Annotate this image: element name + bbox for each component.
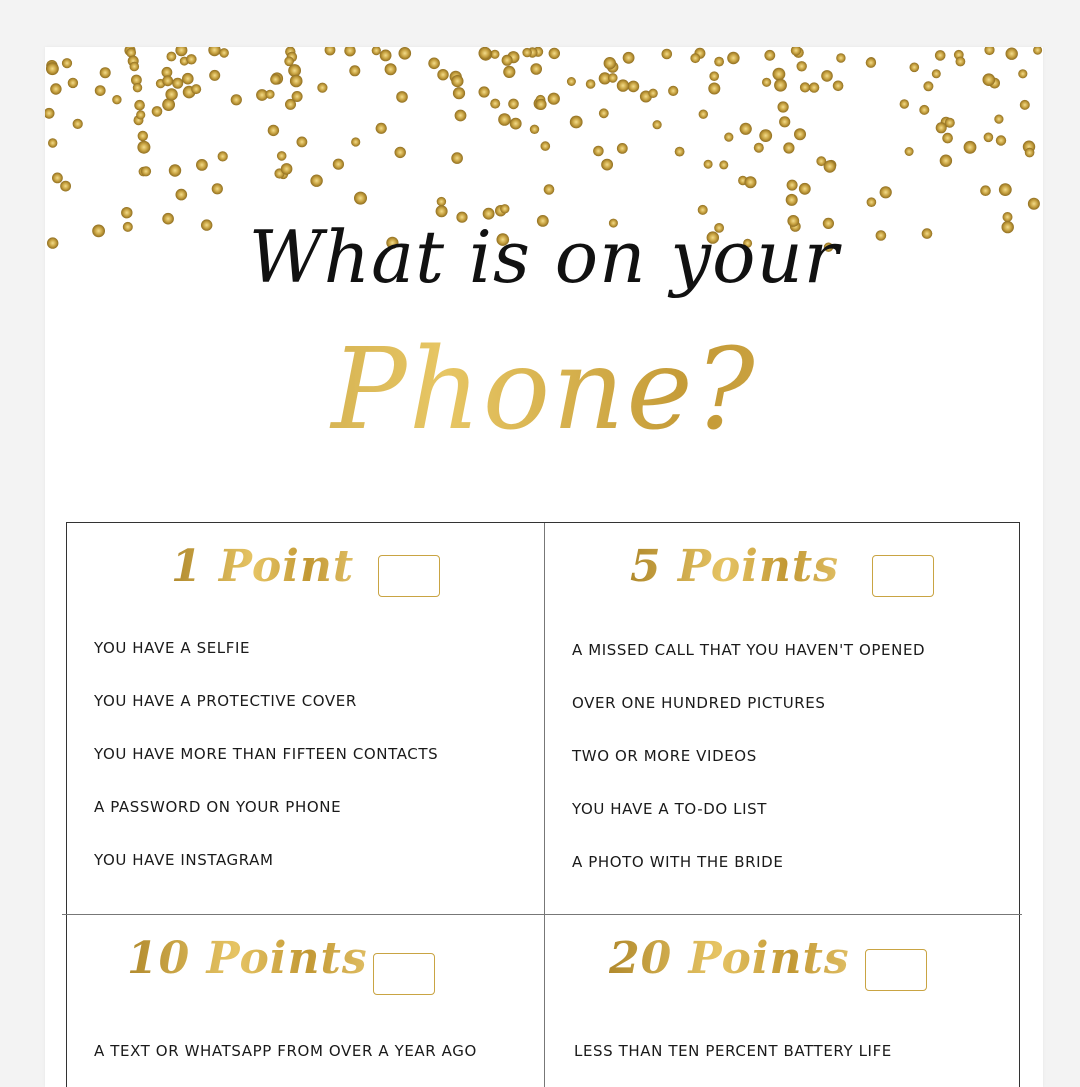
confetti-dot (437, 197, 446, 206)
confetti-dot (1020, 100, 1030, 110)
confetti-dot (787, 180, 798, 191)
confetti-dot (130, 62, 140, 72)
confetti-dot (719, 160, 728, 169)
confetti-dot (809, 82, 819, 92)
confetti-dot (690, 53, 700, 63)
confetti-dot (567, 77, 576, 86)
confetti-dot (984, 47, 994, 55)
section-points-label: 10 Points (127, 933, 368, 984)
confetti-dot (936, 122, 947, 133)
confetti-dot (984, 133, 994, 143)
confetti-dot (880, 186, 892, 198)
confetti-dot (265, 90, 274, 99)
title-line-1: What is on your (248, 215, 840, 299)
confetti-dot (910, 63, 920, 73)
confetti-dot (73, 119, 83, 129)
confetti-dot (778, 101, 789, 112)
confetti-dot (759, 129, 772, 142)
confetti-dot (133, 83, 142, 92)
confetti-dot (167, 52, 177, 62)
confetti-dot (675, 147, 685, 157)
confetti-dot (662, 49, 673, 60)
confetti-dot (923, 81, 933, 91)
confetti-dot (46, 62, 59, 75)
section-points-label: 20 Points (609, 933, 850, 984)
confetti-dot (325, 47, 336, 55)
confetti-dot (964, 141, 977, 154)
confetti-dot (500, 204, 509, 213)
confetti-dot (604, 57, 616, 69)
confetti-dot (284, 57, 294, 67)
confetti-dot (175, 47, 187, 56)
confetti-dot (112, 95, 121, 104)
points-grid (66, 522, 1020, 1087)
criteria-item: A TEXT OR WHATSAPP FROM OVER A YEAR AGO (94, 1042, 477, 1060)
confetti-dot (900, 99, 909, 108)
score-checkbox[interactable] (378, 555, 440, 597)
confetti-dot (541, 141, 551, 151)
confetti-dot (773, 68, 786, 81)
confetti-dot (510, 118, 522, 130)
confetti-dot (548, 93, 560, 105)
confetti-dot (196, 159, 208, 171)
confetti-dot (479, 47, 492, 60)
confetti-dot (708, 83, 720, 95)
score-checkbox[interactable] (872, 555, 934, 597)
confetti-dot (209, 70, 220, 81)
section-header (545, 915, 1022, 1015)
confetti-dot (530, 125, 539, 134)
confetti-dot (176, 189, 188, 201)
confetti-dot (794, 128, 806, 140)
confetti-dot (1033, 47, 1042, 55)
confetti-dot (593, 146, 604, 157)
confetti-dot (451, 152, 463, 164)
confetti-dot (727, 52, 739, 64)
confetti-dot (351, 137, 360, 146)
confetti-dot (231, 94, 242, 105)
confetti-dot (182, 73, 194, 85)
confetti-dot (836, 53, 845, 62)
confetti-dot (100, 67, 111, 78)
criteria-item: LESS THAN TEN PERCENT BATTERY LIFE (574, 1042, 892, 1060)
confetti-dot (1018, 69, 1027, 78)
confetti-dot (437, 69, 448, 80)
confetti-dot (290, 75, 303, 88)
confetti-dot (349, 65, 360, 76)
confetti-dot (62, 58, 72, 68)
confetti-dot (617, 143, 628, 154)
confetti-dot (136, 110, 145, 119)
confetti-dot (212, 183, 223, 194)
confetti-dot (191, 84, 201, 94)
confetti-dot (740, 123, 752, 135)
section-points-label: 1 Point (171, 541, 355, 592)
confetti-dot (956, 57, 966, 67)
confetti-dot (455, 110, 467, 122)
confetti-dot (268, 125, 279, 136)
confetti-dot (344, 47, 355, 56)
confetti-dot (380, 50, 392, 62)
confetti-dot (479, 86, 490, 97)
confetti-dot (95, 85, 106, 96)
confetti-dot (172, 78, 183, 89)
confetti-dot (208, 47, 220, 56)
section-points-label: 5 Points (630, 541, 839, 592)
confetti-dot (797, 61, 807, 71)
confetti-dot (165, 88, 177, 100)
confetti-dot (699, 110, 708, 119)
confetti-dot (1006, 48, 1018, 60)
confetti-dot (48, 138, 57, 147)
criteria-item: A PHOTO WITH THE BRIDE (572, 853, 784, 871)
score-checkbox[interactable] (865, 949, 927, 991)
confetti-dot (1028, 198, 1040, 210)
confetti-dot (317, 83, 327, 93)
confetti-dot (169, 164, 181, 176)
section-5-points (545, 523, 1022, 871)
confetti-dot (385, 63, 397, 75)
confetti-dot (935, 50, 946, 61)
confetti-dot (648, 89, 657, 98)
confetti-dot (628, 81, 640, 93)
confetti-dot (395, 147, 406, 158)
confetti-dot (186, 54, 196, 64)
confetti-dot (490, 99, 500, 109)
confetti-dot (549, 48, 560, 59)
confetti-dot (428, 58, 440, 70)
confetti-dot (333, 159, 344, 170)
confetti-dot (376, 123, 387, 134)
section-20-points (545, 915, 1022, 1060)
confetti-dot (786, 194, 798, 206)
criteria-item: A PASSWORD ON YOUR PHONE (94, 798, 342, 816)
confetti-dot (218, 151, 228, 161)
confetti-dot (940, 155, 952, 167)
confetti-dot (932, 69, 941, 78)
criteria-item: YOU HAVE A SELFIE (94, 639, 251, 657)
confetti-dot (498, 113, 511, 126)
confetti-dot (714, 57, 724, 67)
confetti-dot (1025, 148, 1035, 158)
confetti-dot (774, 79, 787, 92)
confetti-dot (281, 163, 293, 175)
confetti-dot (50, 83, 61, 94)
confetti-dot (779, 116, 790, 127)
confetti-dot (277, 151, 287, 161)
confetti-dot (535, 99, 546, 110)
confetti-dot (704, 160, 713, 169)
criteria-item: OVER ONE HUNDRED PICTURES (572, 694, 826, 712)
confetti-dot (372, 47, 381, 55)
confetti-dot (570, 116, 583, 129)
confetti-dot (310, 175, 322, 187)
criteria-item: YOU HAVE A PROTECTIVE COVER (94, 692, 357, 710)
confetti-dot (601, 159, 613, 171)
confetti-dot (162, 75, 173, 86)
section-10-points (67, 915, 544, 1060)
confetti-dot (608, 73, 618, 83)
confetti-dot (399, 47, 412, 60)
criteria-item: YOU HAVE A TO-DO LIST (572, 800, 768, 818)
confetti-dot (942, 133, 953, 144)
criteria-item: YOU HAVE INSTAGRAM (94, 851, 274, 869)
section-header (67, 915, 544, 1015)
confetti-dot (754, 143, 764, 153)
confetti-dot (508, 99, 519, 110)
confetti-dot (866, 58, 876, 68)
section-header (545, 523, 1022, 623)
confetti-dot (983, 73, 996, 86)
confetti-dot (824, 160, 836, 172)
confetti-dot (586, 79, 596, 89)
confetti-dot (453, 87, 465, 99)
section-header (67, 523, 544, 623)
confetti-dot (833, 81, 844, 92)
criteria-item: TWO OR MORE VIDEOS (572, 747, 757, 765)
confetti-dot (668, 86, 678, 96)
section-1-point (67, 523, 544, 869)
confetti-dot (994, 115, 1003, 124)
confetti-dot (709, 71, 719, 81)
confetti-dot (503, 66, 515, 78)
confetti-dot (45, 108, 55, 119)
confetti-dot (599, 108, 609, 118)
score-checkbox[interactable] (373, 953, 435, 995)
confetti-dot (623, 52, 635, 64)
confetti-dot (451, 75, 463, 87)
confetti-dot (219, 48, 229, 58)
confetti-dot (502, 55, 513, 66)
confetti-dot (137, 141, 150, 154)
confetti-dot (396, 91, 408, 103)
confetti-dot (800, 82, 810, 92)
confetti-dot (999, 183, 1012, 196)
confetti-dot (996, 135, 1006, 145)
confetti-dot (783, 142, 794, 153)
confetti-dot (762, 78, 771, 87)
confetti-dot (60, 181, 71, 192)
confetti-dot (745, 176, 757, 188)
confetti-dot (764, 50, 775, 61)
confetti-dot (919, 105, 929, 115)
confetti-dot (980, 185, 991, 196)
confetti-dot (354, 192, 367, 205)
confetti-dot (530, 63, 542, 75)
confetti-dot (698, 205, 708, 215)
confetti-dot (867, 197, 877, 207)
game-sheet (45, 47, 1043, 1087)
confetti-dot (138, 131, 148, 141)
confetti-dot (544, 184, 555, 195)
confetti-dot (522, 48, 531, 57)
confetti-dot (292, 91, 303, 102)
confetti-dot (141, 166, 151, 176)
confetti-dot (905, 147, 914, 156)
confetti-dot (134, 100, 145, 111)
confetti-dot (821, 70, 833, 82)
criteria-item: A MISSED CALL THAT YOU HAVEN'T OPENED (572, 641, 926, 659)
confetti-dot (724, 133, 733, 142)
confetti-dot (68, 78, 78, 88)
confetti-dot (52, 173, 63, 184)
confetti-dot (270, 74, 281, 85)
confetti-dot (617, 79, 629, 91)
criteria-item: YOU HAVE MORE THAN FIFTEEN CONTACTS (94, 745, 439, 763)
confetti-dot (653, 120, 662, 129)
confetti-dot (799, 183, 811, 195)
confetti-dot (152, 106, 163, 117)
title-line-2: Phone? (45, 325, 1043, 455)
confetti-dot (297, 137, 308, 148)
